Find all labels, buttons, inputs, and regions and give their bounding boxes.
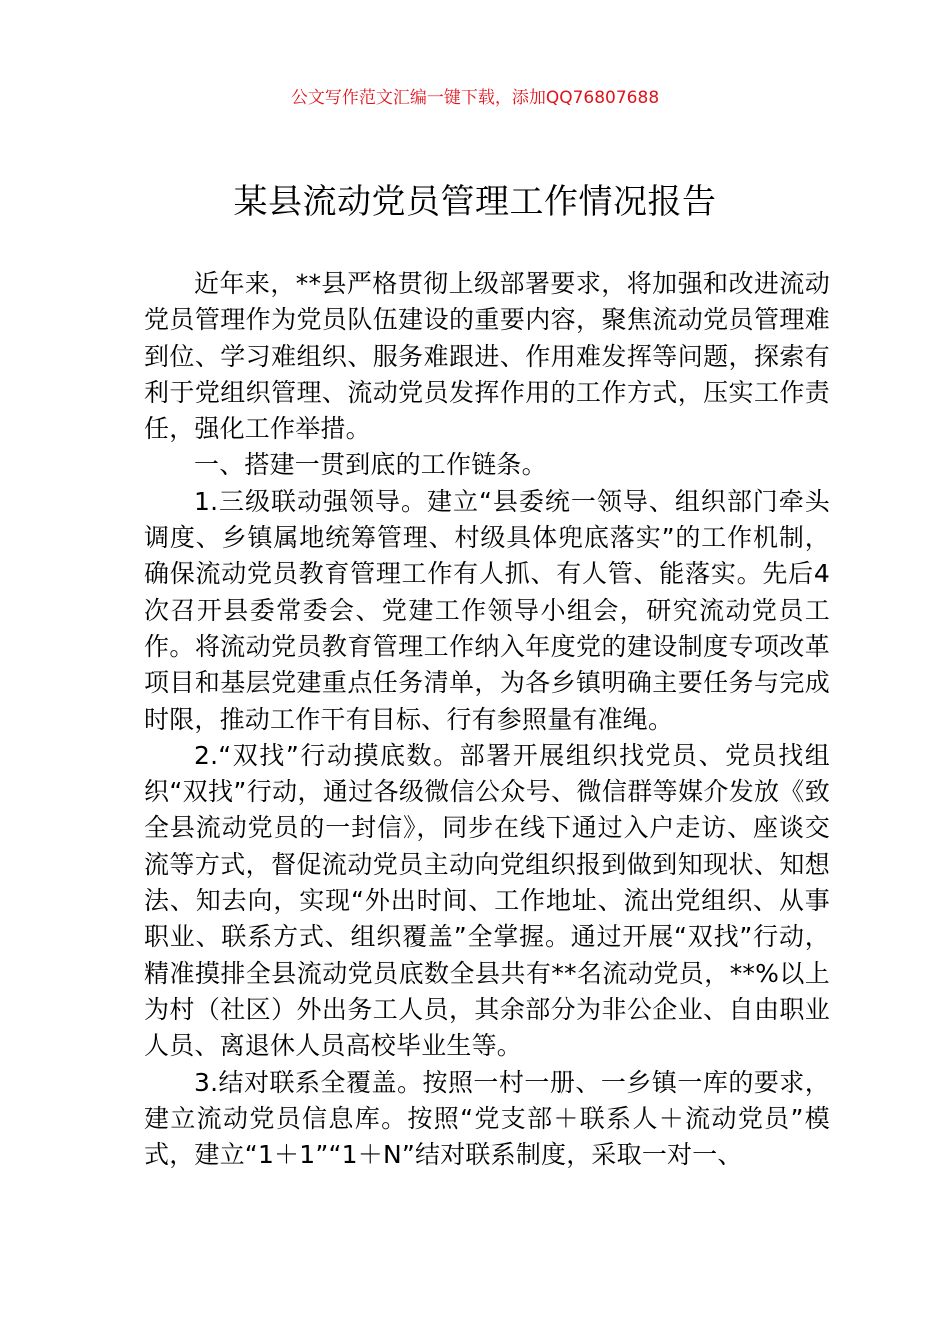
section-heading: 一、搭建一贯到底的工作链条。 (194, 450, 547, 480)
download-banner: 公文写作范文汇编一键下载，添加QQ76807688 (290, 88, 660, 108)
document-title: 某县流动党员管理工作情况报告 (233, 182, 717, 222)
item-paragraph: 2.“双找”行动摸底数。部署开展组织找党员、党员找组织“双找”行动，通过各级微信公众号、微信群等媒介发放《致全县流动党员的一封信》，同步在线下通过入户走访、座谈交流等方式，督促流动党员主动向党组织报到做到知现状、知想法、知去向，实现“外出时间、工作地址、流出党组织、从事职业、联系方式、组织覆盖”全掌握。通过开展“双找”行动，精准摸排全县流动党员底数全县共有**名流动党员，**%以上为村（社区）外出务工人员，其余部分为非公企业、自由职业人员、离退休人员高校毕业生等。 (144, 740, 830, 1061)
item-paragraph: 1.三级联动强领导。建立“县委统一领导、组织部门牵头调度、乡镇属地统筹管理、村级具体兜底落实”的工作机制，确保流动党员教育管理工作有人抓、有人管、能落实。先后4次召开县委常委会、党建工作领导小组会，研究流动党员工作。将流动党员教育管理工作纳入年度党的建设制度专项改革项目和基层党建重点任务清单，为各乡镇明确主要任务与完成时限，推动工作干有目标、行有参照量有准绳。 (144, 486, 830, 734)
document-body (144, 266, 830, 1173)
intro-paragraph: 近年来，**县严格贯彻上级部署要求，将加强和改进流动党员管理作为党员队伍建设的重要内容，聚焦流动党员管理难到位、学习难组织、服务难跟进、作用难发挥等问题，探索有利于党组织管理、流动党员发挥作用的工作方式，压实工作责任，强化工作举措。 (144, 269, 830, 444)
item-paragraph: 3.结对联系全覆盖。按照一村一册、一乡镇一库的要求，建立流动党员信息库。按照“党支部＋联系人＋流动党员”模式，建立“1＋1”“1＋N”结对联系制度，采取一对一、 (144, 1067, 830, 1170)
